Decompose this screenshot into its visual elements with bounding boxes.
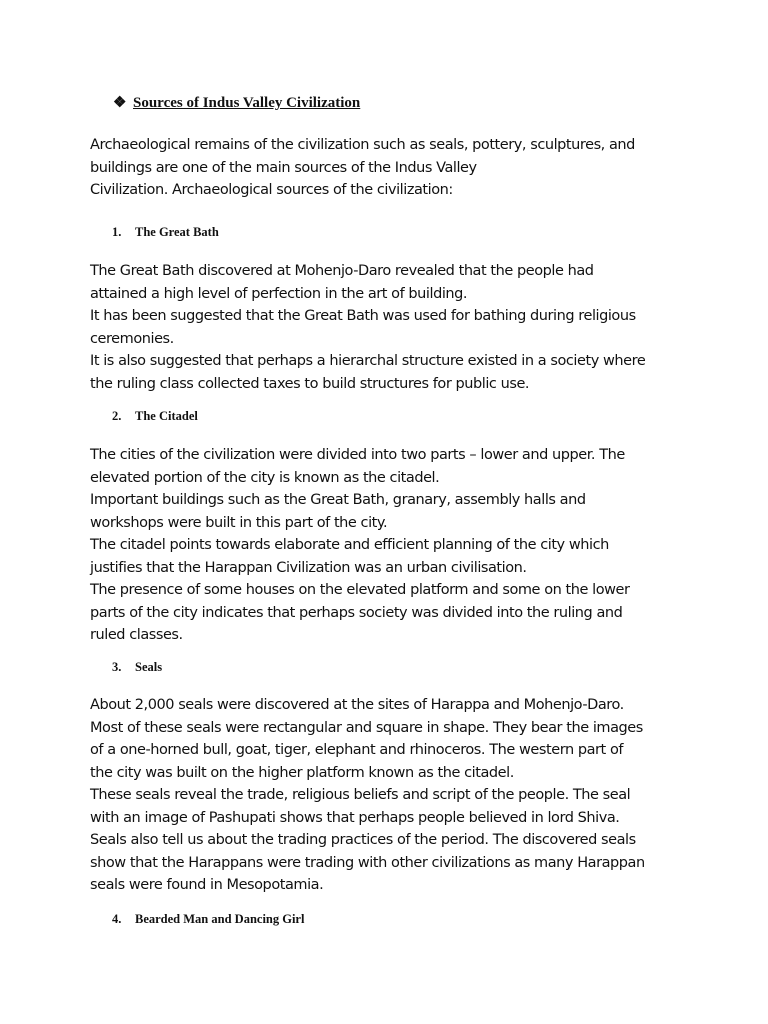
paragraph-line: show that the Harappans were trading with other civilizations as many Harappan: [90, 854, 645, 871]
paragraph-line: parts of the city indicates that perhaps society was divided into the ruling and: [90, 604, 623, 621]
section-heading-text: The Citadel: [135, 409, 198, 423]
paragraph-line: The cities of the civilization were divided into two parts – lower and upper. The: [90, 447, 625, 463]
paragraph-line: It has been suggested that the Great Bath was used for bathing during religious: [90, 308, 636, 324]
title-text: Sources of Indus Valley Civilization: [133, 95, 361, 111]
paragraph-line: of a one-horned bull, goat, tiger, elephant and rhinoceros. The western part of: [90, 742, 624, 758]
document-title: [113, 93, 360, 113]
citadel-paragraph: [90, 444, 680, 647]
great-bath-paragraph: [90, 260, 680, 395]
section-heading-seals: [112, 659, 162, 675]
paragraph-line: About 2,000 seals were discovered at the sites of Harappa and Mohenjo-Daro.: [90, 697, 624, 713]
paragraph-line: These seals reveal the trade, religious beliefs and script of the people. The seal: [90, 787, 631, 803]
section-number: 4.: [112, 912, 122, 926]
paragraph-line: The Great Bath discovered at Mohenjo-Daro revealed that the people had: [90, 263, 594, 279]
paragraph-line: ceremonies.: [90, 330, 174, 347]
paragraph-line: justifies that the Harappan Civilization was an urban civilisation.: [90, 559, 527, 576]
diamond-bullet-icon: ❖: [113, 95, 127, 111]
paragraph-line: with an image of Pashupati shows that perhaps people believed in lord Shiva.: [90, 809, 620, 826]
section-heading-bearded-man: [112, 911, 304, 927]
intro-paragraph: [90, 134, 680, 202]
section-number: 1.: [112, 225, 122, 239]
paragraph-line: the city was built on the higher platform known as the citadel.: [90, 764, 514, 781]
paragraph-line: The presence of some houses on the elevated platform and some on the lower: [90, 582, 630, 598]
section-heading-text: Seals: [135, 660, 163, 674]
section-number: 2.: [112, 409, 122, 423]
paragraph-line: Seals also tell us about the trading practices of the period. The discovered seals: [90, 832, 636, 848]
paragraph-line: Civilization. Archaeological sources of the civilization:: [90, 182, 453, 198]
section-heading-great-bath: [112, 224, 219, 240]
section-heading-text: The Great Bath: [135, 225, 219, 239]
paragraph-line: Important buildings such as the Great Bath, granary, assembly halls and: [90, 492, 586, 508]
paragraph-line: attained a high level of perfection in the art of building.: [90, 285, 468, 302]
paragraph-line: Most of these seals were rectangular and square in shape. They bear the images: [90, 719, 643, 736]
section-heading-text: Bearded Man and Dancing Girl: [135, 912, 305, 926]
paragraph-line: The citadel points towards elaborate and efficient planning of the city which: [90, 537, 609, 553]
paragraph-line: elevated portion of the city is known as the citadel.: [90, 469, 440, 486]
paragraph-line: seals were found in Mesopotamia.: [90, 877, 324, 893]
section-heading-citadel: [112, 408, 198, 424]
paragraph-line: buildings are one of the main sources of the Indus Valley: [90, 159, 477, 176]
paragraph-line: workshops were built in this part of the city.: [90, 514, 388, 531]
paragraph-line: the ruling class collected taxes to build structures for public use.: [90, 375, 530, 392]
paragraph-line: ruled classes.: [90, 627, 183, 643]
section-number: 3.: [112, 660, 122, 674]
paragraph-line: It is also suggested that perhaps a hierarchal structure existed in a society where: [90, 353, 646, 369]
seals-paragraph: [90, 694, 680, 897]
paragraph-line: Archaeological remains of the civilization such as seals, pottery, sculptures, and: [90, 137, 635, 153]
